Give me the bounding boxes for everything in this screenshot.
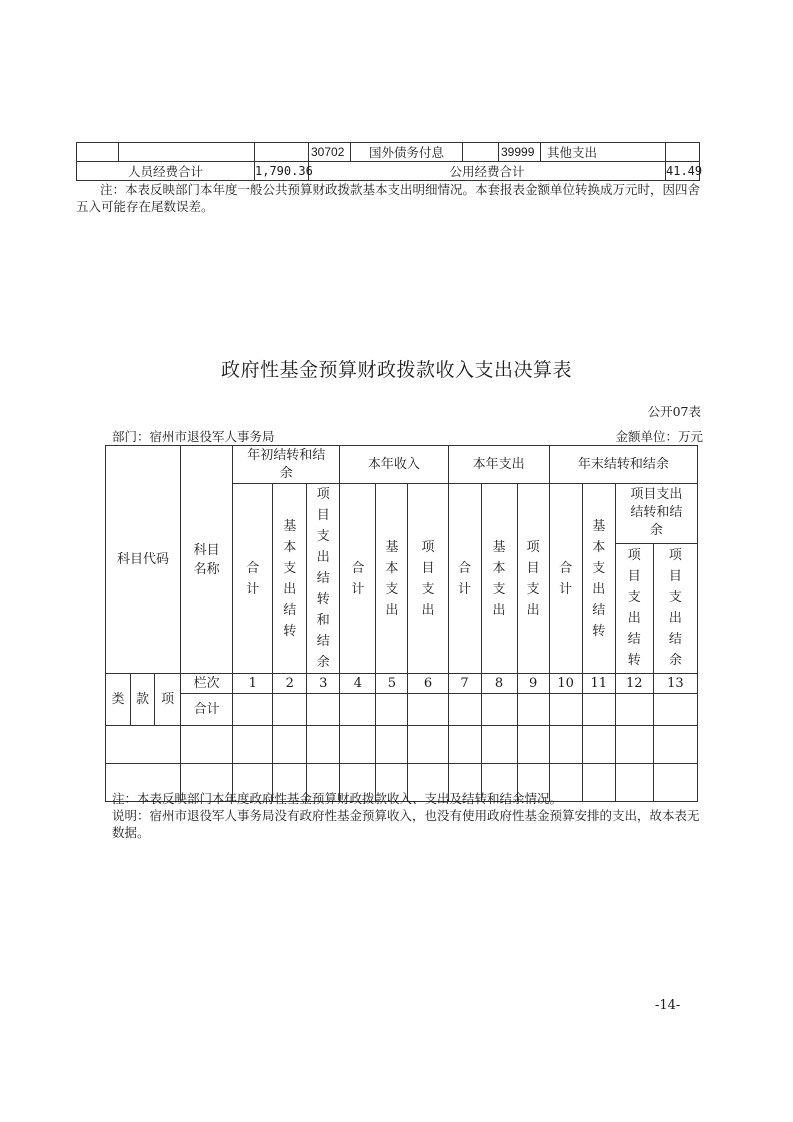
header-text: 项目支出结余 (668, 548, 682, 669)
sum-cell (549, 694, 582, 726)
header-end-project-group (615, 484, 697, 544)
cell (77, 143, 119, 162)
cell (255, 143, 309, 162)
header-begin-project-carry-balance (307, 484, 340, 674)
cell (582, 726, 615, 764)
header-kuan: 款 (131, 674, 155, 726)
table-notes (112, 790, 700, 841)
header-begin-total (233, 484, 273, 674)
cell (340, 726, 376, 764)
sum-cell (582, 694, 615, 726)
sum-cell (448, 694, 481, 726)
economic-code-cell: 39999 (499, 143, 541, 162)
header-begin-balance (233, 446, 340, 484)
sum-cell (273, 694, 307, 726)
fragment-row (77, 143, 700, 162)
header-begin-balance-text: 年初结转和结余 (247, 447, 326, 481)
header-row-1 (106, 446, 698, 484)
header-text: 项目支出结转和结余 (316, 487, 330, 670)
header-expense-total (448, 484, 481, 674)
header-xiang: 项 (155, 674, 181, 726)
column-number: 13 (653, 674, 697, 694)
cell (376, 726, 408, 764)
previous-table-note: 注：本表反映部门本年度一般公共预算财政拨款基本支出明细情况。本套报表金额单位转换成万元时，因四舍五入可能存在尾数误差。 (76, 182, 701, 214)
department-label: 部门：宿州市退役军人事务局 (112, 429, 275, 444)
header-column-no: 栏次 (181, 674, 233, 694)
header-income-project (408, 484, 448, 674)
table-row (106, 726, 698, 764)
header-income-basic (376, 484, 408, 674)
personnel-total-value: 1,790.36 (255, 162, 309, 181)
column-number: 9 (517, 674, 549, 694)
header-text: 项目支出结转和结余 (630, 487, 683, 539)
header-text: 基本支出 (492, 539, 506, 618)
cell (408, 726, 448, 764)
row-name (181, 726, 233, 764)
header-text: 合计 (458, 560, 472, 597)
column-number: 1 (233, 674, 273, 694)
amount-unit-label: 金额单位：万元 (615, 429, 703, 444)
note-scope: 注：本表反映部门本年度政府性基金预算财政拨款收入、支出及结转和结余情况。 (112, 791, 563, 806)
note-explanation: 说明：宿州市退役军人事务局没有政府性基金预算收入，也没有使用政府性基金预算安排的支出，故本表无数据。 (112, 808, 700, 840)
previous-table-fragment (76, 142, 703, 181)
column-number: 3 (307, 674, 340, 694)
header-text: 项目支出结转 (627, 548, 641, 669)
cell (463, 143, 499, 162)
cell (666, 143, 700, 162)
header-text: 项目支出 (421, 539, 435, 618)
cell (273, 726, 307, 764)
header-text: 基本支出结转 (283, 518, 297, 639)
sum-cell (340, 694, 376, 726)
header-expense-basic (481, 484, 517, 674)
economic-name-cell: 国外债务付息 (351, 143, 463, 162)
row-code (106, 726, 181, 764)
header-lei: 类 (106, 674, 131, 726)
sum-cell (307, 694, 340, 726)
page-number: -14- (655, 998, 681, 1013)
column-number: 11 (582, 674, 615, 694)
personnel-total-label: 人员经费合计 (77, 162, 255, 181)
header-income: 本年收入 (340, 446, 448, 484)
header-income-total (340, 484, 376, 674)
cell (481, 726, 517, 764)
column-number: 6 (408, 674, 448, 694)
cell (307, 726, 340, 764)
sum-row (106, 694, 698, 726)
column-number: 4 (340, 674, 376, 694)
sum-cell (376, 694, 408, 726)
header-text: 合计 (351, 560, 365, 597)
header-end-balance: 年末结转和结余 (549, 446, 697, 484)
column-number: 10 (549, 674, 582, 694)
sum-cell (615, 694, 653, 726)
sum-cell (517, 694, 549, 726)
column-number-row (106, 674, 698, 694)
sum-cell (408, 694, 448, 726)
header-text: 基本支出结转 (592, 518, 606, 639)
header-end-project-balance (653, 543, 697, 673)
public-total-value: 41.49 (666, 162, 700, 181)
public-total-label: 公用经费合计 (309, 162, 666, 181)
totals-row (77, 162, 700, 181)
header-begin-basic-carry (273, 484, 307, 674)
cell (448, 726, 481, 764)
column-number: 5 (376, 674, 408, 694)
column-number: 2 (273, 674, 307, 694)
header-end-basic-carry (582, 484, 615, 674)
form-number: 公开07表 (647, 404, 701, 419)
column-number: 8 (481, 674, 517, 694)
cell (233, 726, 273, 764)
header-expense-project (517, 484, 549, 674)
cell (549, 726, 582, 764)
sum-cell (233, 694, 273, 726)
header-subject-name-text: 科目名称 (193, 542, 220, 577)
header-expense: 本年支出 (448, 446, 549, 484)
page-title: 政府性基金预算财政拨款收入支出决算表 (220, 359, 572, 381)
header-text: 基本支出 (385, 539, 399, 618)
header-text: 项目支出 (526, 539, 540, 618)
header-text: 合计 (559, 560, 573, 597)
column-number: 12 (615, 674, 653, 694)
sum-cell (481, 694, 517, 726)
cell (615, 726, 653, 764)
economic-name-cell: 其他支出 (541, 143, 666, 162)
header-end-project-carry (615, 543, 653, 673)
cell (517, 726, 549, 764)
sum-cell (653, 694, 697, 726)
cell (653, 726, 697, 764)
header-subject-code: 科目代码 (106, 446, 181, 674)
column-number: 7 (448, 674, 481, 694)
header-end-total (549, 484, 582, 674)
header-subject-name (181, 446, 233, 674)
economic-code-cell: 30702 (309, 143, 351, 162)
sum-row-label: 合计 (181, 694, 233, 726)
header-text: 合计 (246, 560, 260, 597)
cell (119, 143, 255, 162)
fund-budget-table (105, 445, 698, 802)
